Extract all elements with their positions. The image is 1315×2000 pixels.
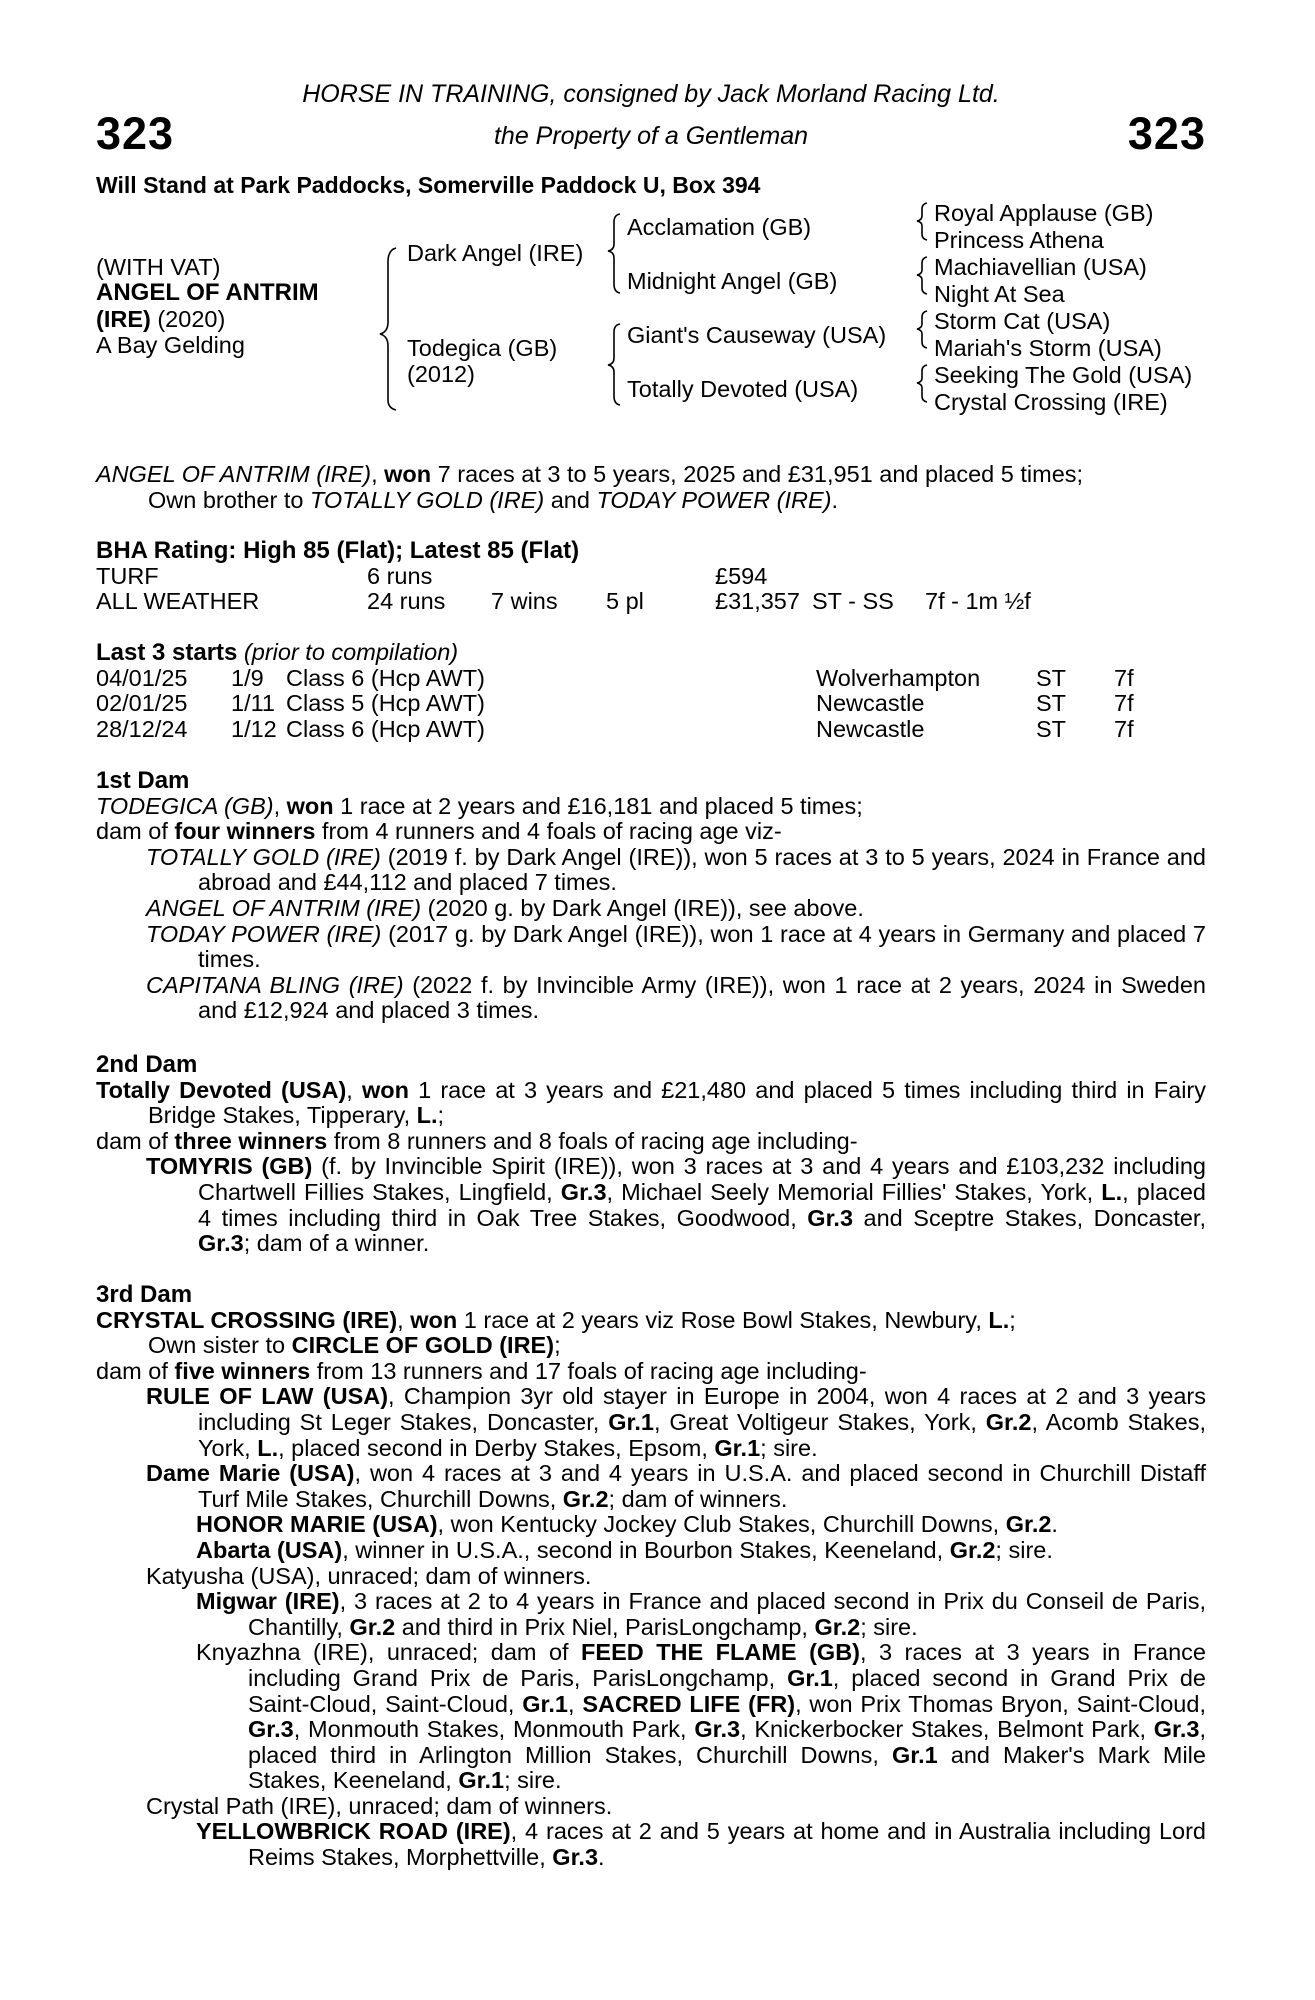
grade-mark: Gr.3 [560,1178,607,1205]
brace-g1 [917,203,927,240]
sister-intro: Own sister to [148,1332,292,1359]
ggs-2: Machiavellian (USA) [934,254,1147,280]
produce-name: Migwar (IRE) [196,1588,340,1615]
sire-sire: Acclamation (GB) [627,214,812,240]
rating-block [96,538,1206,615]
brace-g3 [917,311,927,348]
produce-item [96,1538,1206,1564]
start-race: Class 6 (Hcp AWT) [286,715,485,742]
produce-text: , Michael Seely Memorial Fillies' Stakes, York, [606,1178,1102,1205]
start-position: 1/12 [231,715,277,742]
produce-text: and third in Prix Niel, ParisLongchamp, [395,1613,815,1640]
turf-going [812,564,925,590]
start-going: ST [1036,690,1067,717]
produce-text: . [1051,1511,1058,1538]
summary-sibling-1: TOTALLY GOLD (IRE) [309,486,545,513]
ggs-3: Storm Cat (USA) [934,308,1111,334]
first-dam-record: TODEGICA (GB), won 1 race at 2 years and £16,181 and placed 5 times; [96,792,863,819]
first-dam-text: 1 race at 2 years and £16,181 and placed 5 times; [333,792,863,819]
rating-row-turf [96,564,1031,590]
produce-text: , placed third in Arlington Million Stakes, Churchill Downs, [248,1716,1206,1768]
start-distance: 7f [1114,664,1134,691]
horse-origin: (IRE) [96,306,151,332]
produce-text: , 4 races at 2 and 5 years at home and in Australia including Lord Reims Stakes, Morphettville, [248,1818,1206,1871]
start-date: 28/12/24 [96,715,188,742]
grade-mark: Gr.3 [694,1716,741,1743]
produce-text: ; sire. [860,1613,918,1640]
second-dam-won: won [361,1076,409,1103]
grade-mark: Gr.2 [562,1485,609,1512]
third-dam-winners: five winners [174,1357,311,1384]
ggs-4: Seeking The Gold (USA) [934,362,1193,388]
start-course: Wolverhampton [816,664,981,691]
grade-mark: Gr.2 [1005,1511,1052,1538]
second-dam-block [96,1052,1206,1257]
produce-name: Dame Marie (USA) [146,1460,355,1487]
aw-going: ST - SS [812,588,894,615]
horse-name: ANGEL OF ANTRIM [96,279,319,306]
listed-mark: L. [988,1306,1010,1333]
produce-text: , 3 races at 2 to 4 years in France and placed second in Prix du Conseil de Paris, Chantilly, [248,1588,1206,1640]
summary-sibling-2: TODAY POWER (IRE) [596,486,832,513]
text-end: ; [437,1102,445,1129]
start-position: 1/9 [231,664,264,691]
lot-number-right: 323 [1127,108,1206,159]
produce-text: . [598,1844,605,1871]
stand-info: Will Stand at Park Paddocks, Somerville Paddock U, Box 394 [96,172,761,198]
produce-text: (2020 g. by Dark Angel (IRE)), see above. [421,894,864,921]
rating-row-aw [96,589,1031,615]
last-starts-title: Last 3 starts [96,639,238,666]
sister-name: CIRCLE OF GOLD (IRE) [291,1332,555,1359]
produce-item [96,845,1206,896]
produce-name: TODAY POWER (IRE) [146,920,382,947]
summary-and: and [544,486,597,513]
produce-text: , placed second in Grand Prix de Saint-Cloud, Saint-Cloud, [248,1664,1206,1717]
third-dam-title: 3rd Dam [96,1281,193,1308]
ggd-2: Night At Sea [934,281,1065,307]
produce-text: and Maker's Mark Mile Stakes, Keeneland, [248,1741,1206,1794]
produce-item [96,1154,1206,1256]
aw-prize: £31,357 [715,588,800,615]
start-row [96,691,1134,717]
grade-mark: Gr.1 [787,1664,833,1691]
grade-mark: Gr.3 [248,1716,294,1743]
start-race: Class 6 (Hcp AWT) [286,664,485,691]
aw-wins: 7 wins [491,588,558,615]
produce-text: , [568,1690,583,1717]
first-dam-won: won [286,792,334,819]
listed-mark: L. [1101,1178,1123,1205]
ggd-4: Crystal Crossing (IRE) [934,389,1168,415]
produce-text: (2022 f. by Invincible Army (IRE)), won 1 race at 2 years, 2024 in Sweden and £12,924 and placed 3 times. [198,971,1206,1024]
produce-name: Abarta (USA) [196,1536,343,1563]
produce-name: ANGEL OF ANTRIM (IRE) [146,894,422,921]
produce-text: , Great Voltigeur Stakes, York, [653,1408,986,1435]
grade-mark: Gr.1 [891,1741,938,1768]
third-dam-produce-intro [96,1359,1206,1385]
turf-dist [925,564,1031,590]
produce-text: (2017 g. by Dark Angel (IRE)), won 1 race at 4 years in Germany and placed 7 times. [198,920,1207,973]
summary-sibling-intro: Own brother to [148,486,310,513]
produce-item [96,1589,1206,1640]
damof-text: dam of [96,1357,175,1384]
start-position: 1/11 [231,690,275,717]
grade-mark: Gr.1 [714,1434,761,1461]
brace-g2 [917,257,927,294]
aw-pl: 5 pl [606,588,644,615]
grade-mark: Gr.1 [608,1408,654,1435]
produce-item [96,896,1206,922]
produce-text: ; dam of a winner. [243,1230,430,1257]
second-dam-winners: three winners [174,1127,328,1154]
brace-sire [608,214,620,293]
grade-mark: Gr.3 [807,1204,854,1231]
produce-name: CAPITANA BLING (IRE) [146,971,404,998]
start-going: ST [1036,664,1067,691]
third-dam-name: CRYSTAL CROSSING (IRE) [96,1306,398,1333]
dam-sire: Giant's Causeway (USA) [627,322,887,348]
grade-mark: Gr.3 [552,1844,599,1871]
turf-label: TURF [96,562,159,589]
first-dam-title: 1st Dam [96,767,190,794]
dam-dam: Totally Devoted (USA) [627,376,859,402]
turf-runs: 6 runs [367,562,433,589]
produce-name: SACRED LIFE (FR) [582,1690,796,1717]
produce-text: , 3 races at 3 years in France including Grand Prix de Paris, ParisLongchamp, [248,1639,1206,1691]
turf-pl [606,564,715,590]
damof-text: dam of [96,818,175,845]
grade-mark: Gr.3 [198,1230,244,1257]
produce-text: , won 4 races at 3 and 4 years in U.S.A. and placed second in Churchill Distaff Turf Mile Stakes, Churchill Downs, [198,1460,1206,1512]
produce-text: ; sire. [504,1767,562,1794]
produce-text: , placed second in Derby Stakes, Epsom, [278,1434,715,1461]
grade-mark: Gr.3 [1153,1716,1200,1743]
produce-item [96,1384,1206,1461]
produce-item [96,922,1206,973]
text-end: ; [1009,1306,1016,1333]
grade-mark: Gr.2 [985,1408,1032,1435]
brace-dam [608,324,620,405]
rating-title: BHA Rating: High 85 (Flat); Latest 85 (Flat) [96,537,580,564]
first-dam-block [96,768,1206,1024]
start-course: Newcastle [816,715,925,742]
first-dam-produce-intro [96,819,1206,845]
lot-number-left: 323 [96,108,175,159]
damof-text: from 8 runners and 8 foals of racing age including- [327,1127,858,1154]
third-dam-block [96,1282,1206,1871]
produce-text: ; sire. [995,1536,1053,1563]
produce-text: , won Prix Thomas Bryon, Saint-Cloud, [795,1690,1206,1717]
summary-horse-name: ANGEL OF ANTRIM (IRE) [96,461,372,487]
second-dam-name: Totally Devoted (USA) [96,1076,347,1103]
consignor-line: HORSE IN TRAINING, consigned by Jack Morland Racing Ltd. [302,80,1000,108]
produce-text: and Sceptre Stakes, Doncaster, [853,1204,1206,1231]
produce-item [96,1640,1206,1794]
brace-g4 [917,365,927,402]
pedigree-braces [96,0,1206,420]
grade-mark: Gr.2 [814,1613,861,1640]
produce-item [96,1461,1206,1512]
start-row [96,666,1134,692]
produce-text: Knyazhna (IRE), unraced; dam of [196,1639,582,1666]
third-dam-text: 1 race at 2 years viz Rose Bowl Stakes, Newbury, [457,1306,989,1333]
turf-wins [491,564,606,590]
summary-record: 7 races at 3 to 5 years, 2025 and £31,951 and placed 5 times; [431,461,1084,487]
start-date: 02/01/25 [96,690,188,717]
produce-name: TOTALLY GOLD (IRE) [146,843,381,870]
produce-item [96,973,1206,1024]
ggd-3: Mariah's Storm (USA) [934,335,1162,361]
produce-name: FEED THE FLAME (GB) [581,1639,860,1666]
summary-end: . [831,486,839,513]
summary-text: ANGEL OF ANTRIM (IRE), won 7 races at 3 to 5 years, 2025 and £31,951 and placed 5 times; Own brother to TOTALLY GOLD (IRE) and TODAY POWER (IRE). [96,461,1084,513]
damof-text: from 4 runners and 4 foals of racing age viz- [315,818,782,845]
produce-name: HONOR MARIE (USA) [196,1511,438,1538]
second-dam-text: 1 race at 3 years and £21,480 and placed 5 times including third in Fairy Bridge Stakes, Tipperary, [148,1076,1206,1129]
first-dam-winners: four winners [174,818,316,845]
damof-text: dam of [96,1127,175,1154]
start-distance: 7f [1114,690,1134,717]
second-dam-record: Totally Devoted (USA), won 1 race at 3 years and £21,480 and placed 5 times including third in Fairy Bridge Stakes, Tipperary, L.; [96,1076,1206,1129]
last-starts-note: (prior to compilation) [237,639,459,665]
start-date: 04/01/25 [96,664,188,691]
produce-text: ; dam of winners. [608,1485,788,1512]
produce-name: TOMYRIS (GB) [146,1153,313,1180]
second-dam-produce-intro [96,1129,1206,1155]
rating-table [96,564,1031,615]
listed-mark: L. [416,1102,438,1129]
produce-text: , placed 4 times including third in Oak Tree Stakes, Goodwood, [198,1178,1207,1231]
third-dam-record: CRYSTAL CROSSING (IRE), won 1 race at 2 years viz Rose Bowl Stakes, Newbury, L.; Own sister to CIRCLE OF GOLD (IRE); [96,1306,1016,1359]
turf-prize: £594 [715,562,768,589]
aw-runs: 24 runs [367,588,446,615]
start-race: Class 5 (Hcp AWT) [286,690,485,717]
produce-text: (f. by Invincible Spirit (IRE)), won 3 races at 3 and 4 years and £103,232 including Chartwell Fillies Stakes, Lingfield, [198,1153,1206,1205]
ggs-1: Royal Applause (GB) [934,200,1154,226]
horse-year: (2020) [157,306,226,332]
produce-name: RULE OF LAW (USA) [146,1383,389,1410]
grade-mark: Gr.1 [522,1690,568,1717]
last-starts-table [96,666,1134,743]
sire-dam: Midnight Angel (GB) [627,268,838,294]
sire: Dark Angel (IRE) [407,240,584,266]
produce-item [96,1819,1206,1870]
produce-text: , winner in U.S.A., second in Bourbon Stakes, Keeneland, [342,1536,950,1563]
produce-text: (2019 f. by Dark Angel (IRE)), won 5 races at 3 to 5 years, 2024 in France and abroad and £44,112 and placed 7 times. [198,843,1206,896]
aw-label: ALL WEATHER [96,588,260,615]
start-course: Newcastle [816,690,925,717]
produce-item: Crystal Path (IRE), unraced; dam of winners. [146,1792,613,1819]
brace-main [380,248,396,410]
damof-text: from 13 runners and 17 foals of racing age including- [310,1357,867,1384]
dam: Todegica (GB) [407,335,558,361]
produce-item: Katyusha (USA), unraced; dam of winners. [146,1562,592,1589]
start-distance: 7f [1114,715,1134,742]
produce-name: YELLOWBRICK ROAD (IRE) [196,1818,511,1845]
grade-mark: Gr.2 [349,1613,396,1640]
first-dam-name: TODEGICA (GB) [96,792,274,819]
produce-text: , won Kentucky Jockey Club Stakes, Churchill Downs, [437,1511,1006,1538]
property-line: the Property of a Gentleman [493,122,809,150]
produce-text: , Monmouth Stakes, Monmouth Park, [293,1716,695,1743]
start-row [96,717,1134,743]
produce-text: ; sire. [760,1434,818,1461]
second-dam-title: 2nd Dam [96,1051,198,1078]
listed-mark: L. [257,1434,279,1461]
text-end: ; [554,1332,561,1359]
dam-year: (2012) [407,361,475,387]
produce-item [96,1512,1206,1538]
summary-block [96,462,1206,513]
horse-vat: (WITH VAT) [96,254,221,280]
summary-won: won [384,461,432,487]
last-starts-block [96,640,1206,742]
aw-dist: 7f - 1m ½f [925,588,1031,615]
horse-description: A Bay Gelding [96,332,245,358]
ggd-1: Princess Athena [934,227,1104,253]
grade-mark: Gr.1 [458,1767,505,1794]
produce-text: , Acomb Stakes, York, [198,1408,1206,1461]
last-starts-heading [96,640,1206,666]
third-dam-won: won [410,1306,458,1333]
produce-text: , Knickerbocker Stakes, Belmont Park, [740,1716,1154,1743]
grade-mark: Gr.2 [949,1536,996,1563]
start-going: ST [1036,715,1067,742]
produce-text: , Champion 3yr old stayer in Europe in 2004, won 4 races at 2 and 3 years including St Leger Stakes, Doncaster, [198,1383,1206,1435]
